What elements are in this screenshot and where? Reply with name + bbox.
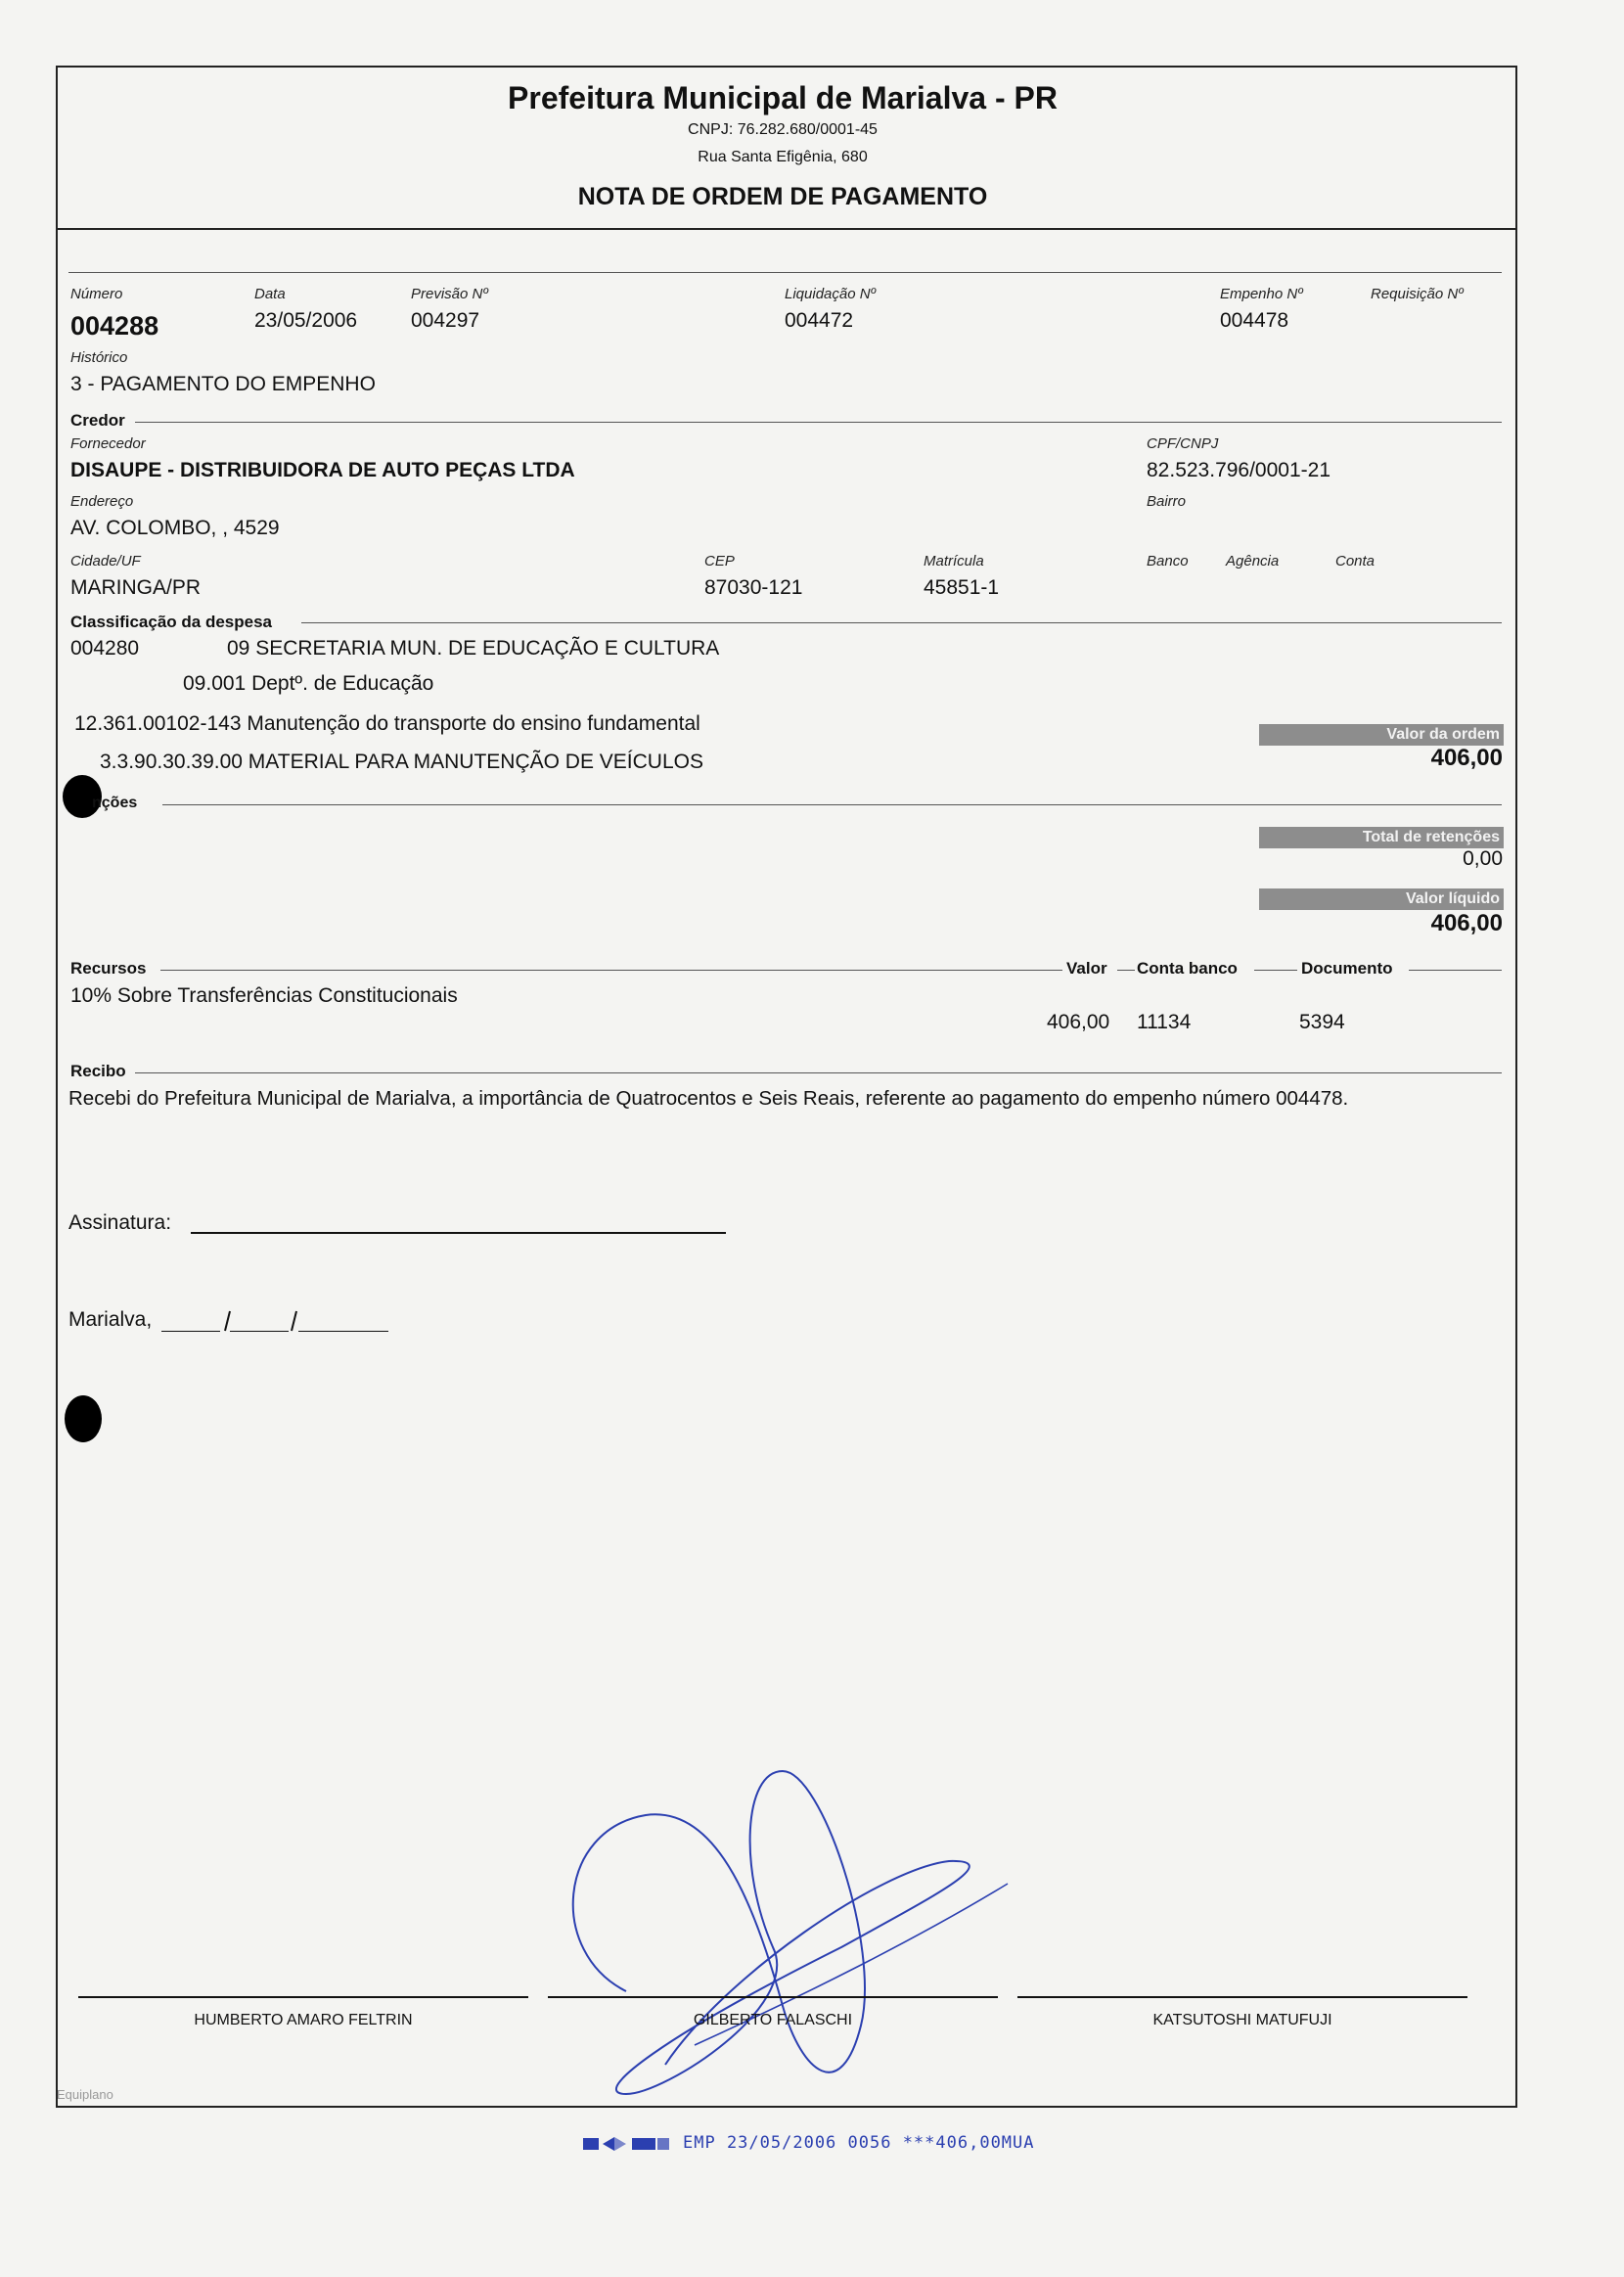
endereco-label: Endereço [70,493,134,510]
historico-value: 3 - PAGAMENTO DO EMPENHO [70,373,376,395]
signature-name-1: HUMBERTO AMARO FELTRIN [194,2012,413,2028]
recursos-conta: 11134 [1137,1011,1192,1033]
classificacao-dept: 09.001 Deptº. de Educação [183,672,434,695]
bairro-label: Bairro [1147,493,1187,510]
credor-rule [135,422,1502,423]
document-title: NOTA DE ORDEM DE PAGAMENTO [577,183,988,210]
recursos-section-label: Recursos [70,959,147,978]
retencoes-rule [162,804,1502,805]
punch-hole-mark-2 [65,1395,102,1442]
matricula-value: 45851-1 [924,576,1000,599]
previsao-label: Previsão Nº [411,286,488,302]
local-label: Marialva, [68,1308,153,1331]
software-footer: Equiplano [57,2087,113,2102]
cpf-label: CPF/CNPJ [1147,435,1219,452]
agencia-label: Agência [1226,553,1280,569]
cpf-value: 82.523.796/0001-21 [1147,459,1331,481]
conta-label: Conta [1335,553,1376,569]
classificacao-secretaria: 09 SECRETARIA MUN. DE EDUCAÇÃO E CULTURA [227,637,720,660]
header-separator [58,228,1515,230]
classificacao-elemento: 3.3.90.30.39.00 MATERIAL PARA MANUTENÇÃO DE VEÍCULOS [100,751,703,773]
page-title: Prefeitura Municipal de Marialva - PR [508,80,1058,115]
empenho-value: 004478 [1220,309,1289,332]
fornecedor-value: DISAUPE - DISTRIBUIDORA DE AUTO PEÇAS LTDA [70,459,575,481]
bank-stamp: EMP 23/05/2006 0056 ***406,00MUA [683,2133,1035,2153]
recursos-conta-col: Conta banco [1137,959,1238,978]
cep-value: 87030-121 [704,576,803,599]
valor-ordem-value: 406,00 [1430,745,1503,771]
classificacao-rule [301,622,1502,623]
recursos-rule-1 [160,970,1062,971]
address-text: Rua Santa Efigênia, 680 [698,149,868,165]
cnpj-text: CNPJ: 76.282.680/0001-45 [688,121,878,138]
recursos-fonte: 10% Sobre Transferências Constitucionais [70,984,458,1007]
liquidacao-label: Liquidação Nº [785,286,877,302]
assinatura-line [191,1232,726,1234]
endereco-value: AV. COLOMBO, , 4529 [70,517,280,539]
liquidacao-value: 004472 [785,309,854,332]
recursos-rule-2 [1117,970,1135,971]
recibo-section-label: Recibo [70,1062,126,1080]
banco-label: Banco [1147,553,1189,569]
numero-value: 004288 [70,311,159,341]
signature-name-3: KATSUTOSHI MATUFUJI [1152,2012,1332,2028]
classificacao-programa: 12.361.00102-143 Manutenção do transporte do ensino fundamental [74,712,700,735]
recursos-documento: 5394 [1299,1011,1345,1033]
recursos-valor: 406,00 [1047,1011,1110,1033]
signature-name-2: GILBERTO FALASCHI [693,2012,853,2028]
signature-line-1 [78,1996,528,1998]
classificacao-section-label: Classificação da despesa [70,613,273,631]
valor-liquido-value: 406,00 [1430,910,1503,936]
signature-line-3 [1017,1996,1467,1998]
handwritten-signature-drawing [548,1752,1027,2104]
recursos-documento-col: Documento [1301,959,1393,978]
previsao-value: 004297 [411,309,480,332]
numero-label: Número [70,286,123,302]
date-slashes [215,1309,303,1335]
valor-liquido-label: Valor líquido [1259,888,1504,910]
classificacao-code: 004280 [70,637,140,660]
recursos-rule-3 [1254,970,1297,971]
valor-ordem-label: Valor da ordem [1259,724,1504,746]
fornecedor-label: Fornecedor [70,435,146,452]
data-value: 23/05/2006 [254,309,358,332]
data-label: Data [254,286,286,302]
matricula-label: Matrícula [924,553,984,569]
assinatura-label: Assinatura: [68,1211,172,1234]
recursos-rule-4 [1409,970,1502,971]
date-day-line [161,1331,220,1332]
retencoes-section-label: nções [92,795,138,811]
cidade-value: MARINGA/PR [70,576,202,599]
historico-label: Histórico [70,349,128,366]
recursos-valor-col: Valor [1066,959,1107,978]
date-year-line [298,1331,388,1332]
empenho-label: Empenho Nº [1220,286,1303,302]
total-retencoes-value: 0,00 [1463,847,1503,870]
cep-label: CEP [704,553,735,569]
bank-stamp-logo [581,2133,671,2155]
total-retencoes-label: Total de retenções [1259,827,1504,848]
cidade-label: Cidade/UF [70,553,141,569]
top-fields-rule [68,272,1502,273]
recibo-text: Recebi do Prefeitura Municipal de Marialva, a importância de Quatrocentos e Seis Reais, referente ao pagamento do empenho número 004478. [68,1087,1349,1110]
requisicao-label: Requisição Nº [1371,286,1464,302]
recibo-rule [135,1072,1502,1073]
credor-section-label: Credor [70,411,125,430]
signature-line-2 [548,1996,998,1998]
